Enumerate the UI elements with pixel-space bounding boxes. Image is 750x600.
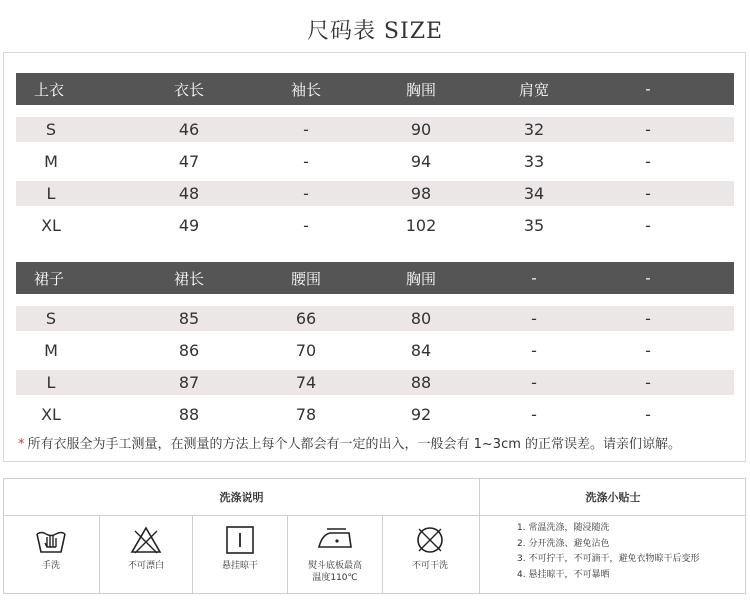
header-cell: - bbox=[645, 80, 651, 98]
table-cell: 80 bbox=[410, 309, 432, 328]
care-label-line1: 熨斗底板最高 bbox=[307, 561, 362, 571]
top-size-table bbox=[16, 73, 734, 238]
table-cell: - bbox=[303, 120, 309, 139]
table-cell: - bbox=[645, 341, 651, 360]
table-cell: - bbox=[303, 152, 309, 171]
table-cell: 98 bbox=[410, 184, 432, 203]
measurement-note bbox=[18, 433, 681, 452]
hang-dry-icon bbox=[223, 525, 257, 555]
table-header bbox=[16, 262, 734, 294]
page-title: 尺码表 SIZE bbox=[306, 19, 444, 44]
care-label: 不可漂白 bbox=[127, 561, 164, 571]
table-cell: S bbox=[45, 120, 57, 139]
table-cell: 92 bbox=[410, 405, 432, 424]
table-cell: L bbox=[46, 373, 56, 392]
header-cell: - bbox=[645, 269, 651, 287]
table-cell: - bbox=[531, 309, 537, 328]
care-item bbox=[99, 525, 193, 572]
header-cell: 裙子 bbox=[34, 269, 65, 288]
header-cell: 裙长 bbox=[173, 269, 204, 288]
table-cell: - bbox=[645, 405, 651, 424]
table-header bbox=[16, 73, 734, 105]
header-cell: - bbox=[531, 269, 537, 287]
table-cell: 84 bbox=[410, 341, 432, 360]
table-cell: - bbox=[303, 184, 309, 203]
care-item bbox=[383, 525, 477, 572]
iron-icon bbox=[316, 525, 354, 555]
table-cell: 46 bbox=[178, 120, 200, 139]
divider bbox=[4, 515, 479, 516]
table-cell: 74 bbox=[295, 373, 317, 392]
table-cell: 102 bbox=[405, 216, 437, 235]
no-dry-clean-icon bbox=[413, 525, 447, 555]
header-cell: 胸围 bbox=[405, 80, 436, 99]
table-row bbox=[16, 306, 734, 331]
header-cell: 肩宽 bbox=[518, 80, 549, 99]
table-cell: XL bbox=[41, 405, 61, 424]
header-cell: 衣长 bbox=[173, 80, 204, 99]
table-row bbox=[16, 117, 734, 142]
header-cell: 上衣 bbox=[34, 80, 65, 99]
care-label-line2: 温度110℃ bbox=[312, 573, 358, 583]
table-cell: - bbox=[645, 373, 651, 392]
table-row bbox=[16, 213, 734, 238]
care-tips-list bbox=[517, 521, 699, 583]
hand-wash-icon bbox=[34, 525, 68, 555]
table-cell: 78 bbox=[295, 405, 317, 424]
table-cell: M bbox=[44, 152, 58, 171]
tip-item: 2. 分开洗涤、避免沾色 bbox=[517, 538, 610, 549]
asterisk: * bbox=[18, 437, 25, 452]
care-item bbox=[4, 525, 98, 572]
table-cell: XL bbox=[41, 216, 61, 235]
table-cell: - bbox=[531, 405, 537, 424]
table-cell: 35 bbox=[523, 216, 545, 235]
table-cell: 88 bbox=[410, 373, 432, 392]
care-panel bbox=[3, 478, 746, 594]
care-tips-title: 洗涤小贴士 bbox=[585, 491, 641, 504]
table-cell: - bbox=[645, 309, 651, 328]
divider bbox=[479, 515, 745, 516]
note-text: 所有衣服全为手工测量，在测量的方法上每个人都会有一定的出入，一般会有 1~3cm 的正常误差。请亲们谅解。 bbox=[27, 437, 682, 452]
table-row bbox=[16, 402, 734, 427]
tip-item: 1. 常温洗涤，随浸随洗 bbox=[517, 523, 610, 533]
table-cell: M bbox=[44, 341, 58, 360]
table-cell: 66 bbox=[295, 309, 317, 328]
care-label bbox=[288, 560, 382, 584]
skirt-size-table bbox=[16, 262, 734, 427]
no-bleach-icon bbox=[129, 525, 163, 555]
table-cell: - bbox=[645, 184, 651, 203]
table-cell: 70 bbox=[295, 341, 317, 360]
care-label: 悬挂晾干 bbox=[221, 561, 258, 571]
table-cell: 47 bbox=[178, 152, 200, 171]
header-cell: 腰围 bbox=[290, 269, 321, 288]
table-cell: L bbox=[46, 184, 56, 203]
table-cell: 49 bbox=[178, 216, 200, 235]
table-cell: 88 bbox=[178, 405, 200, 424]
tip-item: 3. 不可拧干，不可滴干，避免衣物晾干后变形 bbox=[517, 554, 700, 564]
header-cell: 胸围 bbox=[405, 269, 436, 288]
table-cell: 34 bbox=[523, 184, 545, 203]
table-cell: 94 bbox=[410, 152, 432, 171]
care-item bbox=[288, 525, 382, 584]
table-cell: - bbox=[303, 216, 309, 235]
table-cell: S bbox=[45, 309, 57, 328]
care-instructions-title: 洗涤说明 bbox=[219, 491, 264, 504]
table-row bbox=[16, 181, 734, 206]
table-cell: 85 bbox=[178, 309, 200, 328]
table-cell: - bbox=[645, 120, 651, 139]
table-cell: 90 bbox=[410, 120, 432, 139]
header-cell: 袖长 bbox=[290, 80, 321, 99]
table-cell: 87 bbox=[178, 373, 200, 392]
table-row bbox=[16, 149, 734, 174]
care-item bbox=[193, 525, 287, 572]
table-cell: - bbox=[531, 341, 537, 360]
table-cell: 86 bbox=[178, 341, 200, 360]
table-cell: - bbox=[645, 152, 651, 171]
table-cell: - bbox=[531, 373, 537, 392]
table-cell: 32 bbox=[523, 120, 545, 139]
table-row bbox=[16, 338, 734, 363]
care-label: 不可干洗 bbox=[411, 561, 448, 571]
table-cell: - bbox=[645, 216, 651, 235]
table-row bbox=[16, 370, 734, 395]
tip-item: 4. 悬挂晾干，不可暴晒 bbox=[517, 569, 610, 580]
table-cell: 48 bbox=[178, 184, 200, 203]
table-cell: 33 bbox=[523, 152, 545, 171]
care-label: 手洗 bbox=[41, 561, 60, 571]
